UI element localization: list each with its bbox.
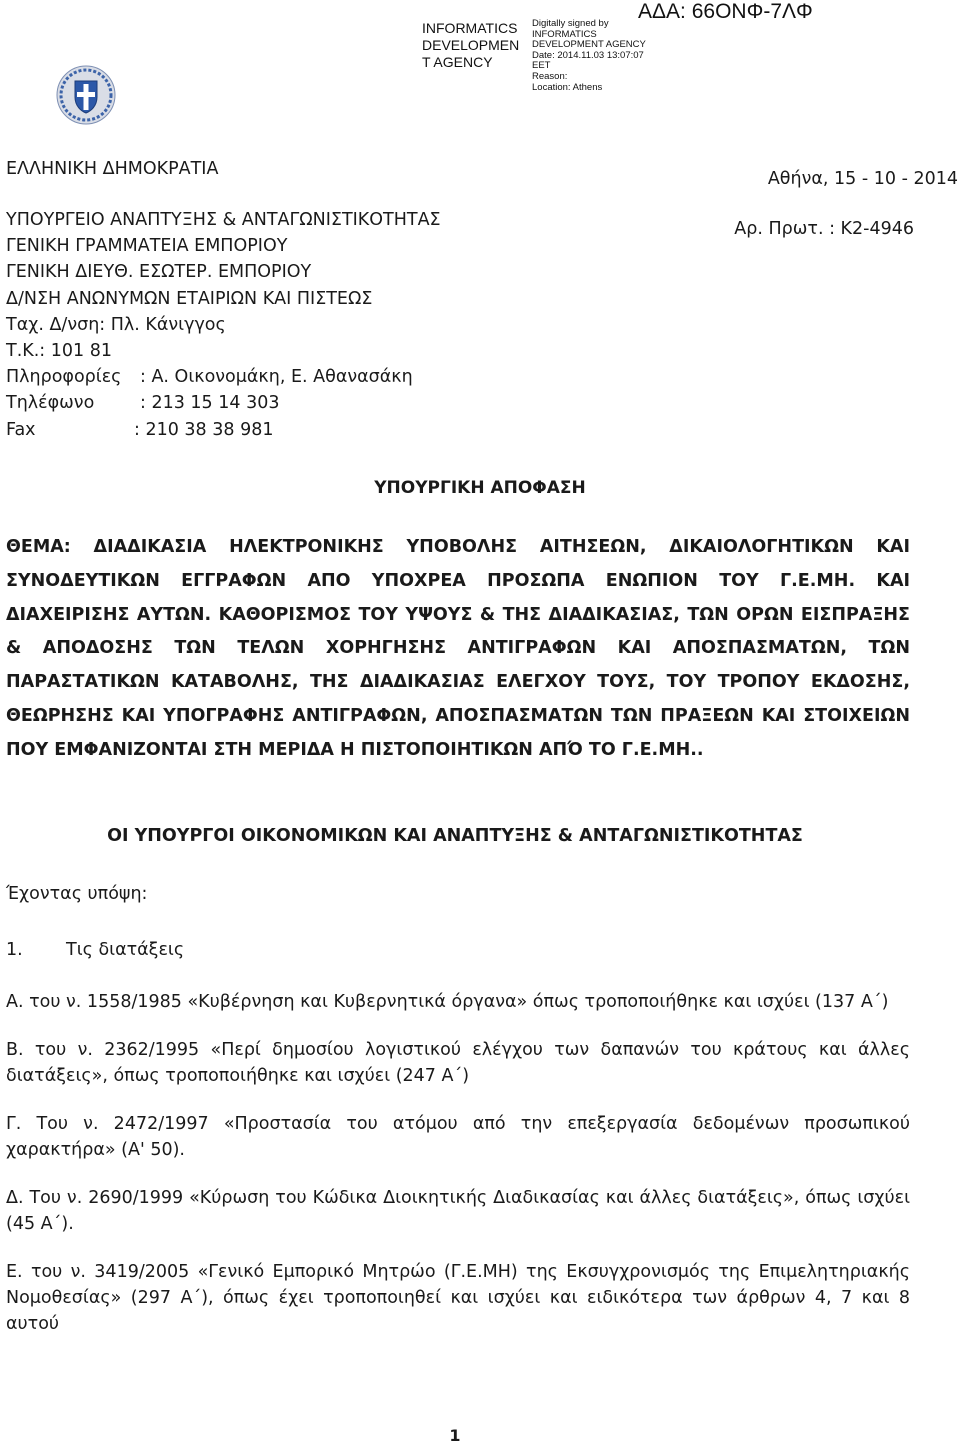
- signature-organization: [422, 20, 530, 71]
- greek-coat-of-arms-icon: [55, 64, 117, 126]
- contact-value: : 213 15 14 303: [140, 393, 280, 414]
- signature-detail-line: Reason:: [532, 70, 568, 82]
- signature-detail-line: EET: [532, 60, 551, 72]
- ministry-line: Ταχ. Δ/νση: Πλ. Κάνιγγος: [6, 314, 226, 335]
- list-item-text: Τις διατάξεις: [66, 940, 185, 960]
- contact-label: Τηλέφωνο: [6, 393, 95, 414]
- considering-label: Έχοντας υπόψη:: [6, 884, 148, 904]
- law-paragraph: Δ. Του ν. 2690/1999 «Κύρωση του Κώδικα Διοικητικής Διαδικασίας και άλλες διατάξεις», όπως ισχύει (45 Α΄).: [6, 1188, 910, 1234]
- signature-org-line: DEVELOPMEN: [422, 37, 520, 53]
- ministry-block: [6, 207, 441, 443]
- laws-list: [6, 989, 910, 1359]
- ministry-line: Τ.Κ.: 101 81: [6, 341, 112, 362]
- contact-fax-row: [6, 417, 441, 443]
- signature-detail-line: DEVELOPMENT AGENCY: [532, 39, 646, 51]
- ministers-heading: ΟΙ ΥΠΟΥΡΓΟΙ ΟΙΚΟΝΟΜΙΚΩΝ ΚΑΙ ΑΝΑΠΤΥΞΗΣ & ΑΝΤΑΓΩΝΙΣΤΙΚΟΤΗΤΑΣ: [107, 826, 803, 846]
- signature-detail-line: Digitally signed by: [532, 18, 609, 29]
- ada-code: ΑΔΑ: 66ΟΝΦ-7ΛΦ: [638, 0, 813, 23]
- signature-detail-line: Date: 2014.11.03 13:07:07: [532, 49, 644, 61]
- contact-value: : 210 38 38 981: [134, 419, 274, 440]
- signature-detail-line: INFORMATICS: [532, 28, 597, 40]
- contact-info-row: [6, 364, 441, 390]
- contact-label: Πληροφορίες: [6, 367, 122, 388]
- signature-detail-line: Location: Athens: [532, 81, 603, 93]
- law-paragraph: Ε. του ν. 3419/2005 «Γενικό Εμπορικό Μητρώο (Γ.Ε.ΜΗ) της Εκσυγχρονισμός της Επιμελητηριακής Νομοθεσίας» (297 Α΄), όπως έχει τροποποιηθεί και ισχύει και ειδικότερα των άρθρων 4, 7 και 8 αυτού: [6, 1262, 910, 1334]
- republic-title: ΕΛΛΗΝΙΚΗ ΔΗΜΟΚΡΑΤΙΑ: [6, 159, 219, 179]
- signature-org-line: T AGENCY: [422, 54, 493, 70]
- ministry-line: Δ/ΝΣΗ ΑΝΩΝΥΜΩΝ ΕΤΑΙΡΙΩΝ ΚΑΙ ΠΙΣΤΕΩΣ: [6, 288, 373, 309]
- law-paragraph: Α. του ν. 1558/1985 «Κυβέρνηση και Κυβερνητικά όργανα» όπως τροποποιήθηκε και ισχύει (137 Α΄): [6, 992, 889, 1012]
- signature-details: [532, 19, 692, 93]
- protocol-number: Αρ. Πρωτ. : Κ2-4946: [734, 219, 914, 239]
- contact-phone-row: [6, 390, 441, 416]
- subject-paragraph: ΘΕΜΑ: ΔΙΑΔΙΚΑΣΙΑ ΗΛΕΚΤΡΟΝΙΚΗΣ ΥΠΟΒΟΛΗΣ ΑΙΤΗΣΕΩΝ, ΔΙΚΑΙΟΛΟΓΗΤΙΚΩΝ ΚΑΙ ΣΥΝΟΔΕΥΤΙΚΩΝ ΕΓΓΡΑΦΩΝ ΑΠΟ ΥΠΟΧΡΕΑ ΠΡΟΣΩΠΑ ΕΝΩΠΙΟΝ ΤΟΥ Γ.Ε.ΜΗ. ΚΑΙ ΔΙΑΧΕΙΡΙΣΗΣ ΑΥΤΩΝ. ΚΑΘΟΡΙΣΜΟΣ ΤΟΥ ΥΨΟΥΣ & ΤΗΣ ΔΙΑΔΙΚΑΣΙΑΣ, ΤΩΝ ΟΡΩΝ ΕΙΣΠΡΑΞΗΣ & ΑΠΟΔΟΣΗΣ ΤΩΝ ΤΕΛΩΝ ΧΟΡΗΓΗΣΗΣ ΑΝΤΙΓΡΑΦΩΝ ΚΑΙ ΑΠΟΣΠΑΣΜΑΤΩΝ, ΤΩΝ ΠΑΡΑΣΤΑΤΙΚΩΝ ΚΑΤΑΒΟΛΗΣ, ΤΗΣ ΔΙΑΔΙΚΑΣΙΑΣ ΕΛΕΓΧΟΥ ΤΟΥΣ, ΤΟΥ ΤΡΟΠΟΥ ΕΚΔΟΣΗΣ, ΘΕΩΡΗΣΗΣ ΚΑΙ ΥΠΟΓΡΑΦΗΣ ΑΝΤΙΓΡΑΦΩΝ, ΑΠΟΣΠΑΣΜΑΤΩΝ ΤΩΝ ΠΡΑΞΕΩΝ ΚΑΙ ΣΤΟΙΧΕΙΩΝ ΠΟΥ ΕΜΦΑΝΙΖΟΝΤΑΙ ΣΤΗ ΜΕΡΙΔΑ Η ΠΙΣΤΟΠΟΙΗΤΙΚΩΝ ΑΠΌ ΤΟ Γ.Ε.ΜΗ..: [6, 537, 910, 760]
- signature-org-line: INFORMATICS: [422, 20, 518, 36]
- ministry-line: ΥΠΟΥΡΓΕΙΟ ΑΝΑΠΤΥΞΗΣ & ΑΝΤΑΓΩΝΙΣΤΙΚΟΤΗΤΑΣ: [6, 210, 441, 230]
- law-paragraph: Γ. Του ν. 2472/1997 «Προστασία του ατόμου από την επεξεργασία δεδομένων προσωπικού χαρακτήρα» (Α' 50).: [6, 1114, 910, 1160]
- law-paragraph: Β. του ν. 2362/1995 «Περί δημοσίου λογιστικού ελέγχου των δαπανών του κράτους και άλλες διατάξεις», όπως τροποποιήθηκε και ισχύει (247 Α΄): [6, 1040, 910, 1086]
- ministry-line: ΓΕΝΙΚΗ ΔΙΕΥΘ. ΕΣΩΤΕΡ. ΕΜΠΟΡΙΟΥ: [6, 262, 312, 283]
- contact-label: Fax: [6, 419, 36, 440]
- page-number: 1: [449, 1426, 461, 1445]
- decision-title: ΥΠΟΥΡΓΙΚΗ ΑΠΟΦΑΣΗ: [374, 478, 586, 498]
- document-date: Αθήνα, 15 - 10 - 2014: [767, 169, 958, 189]
- list-item: [6, 940, 184, 960]
- list-item-number: 1.: [6, 940, 23, 960]
- ministry-line: ΓΕΝΙΚΗ ΓΡΑΜΜΑΤΕΙΑ ΕΜΠΟΡΙΟΥ: [6, 236, 288, 257]
- contact-value: : Α. Οικονομάκη, Ε. Αθανασάκη: [140, 367, 413, 388]
